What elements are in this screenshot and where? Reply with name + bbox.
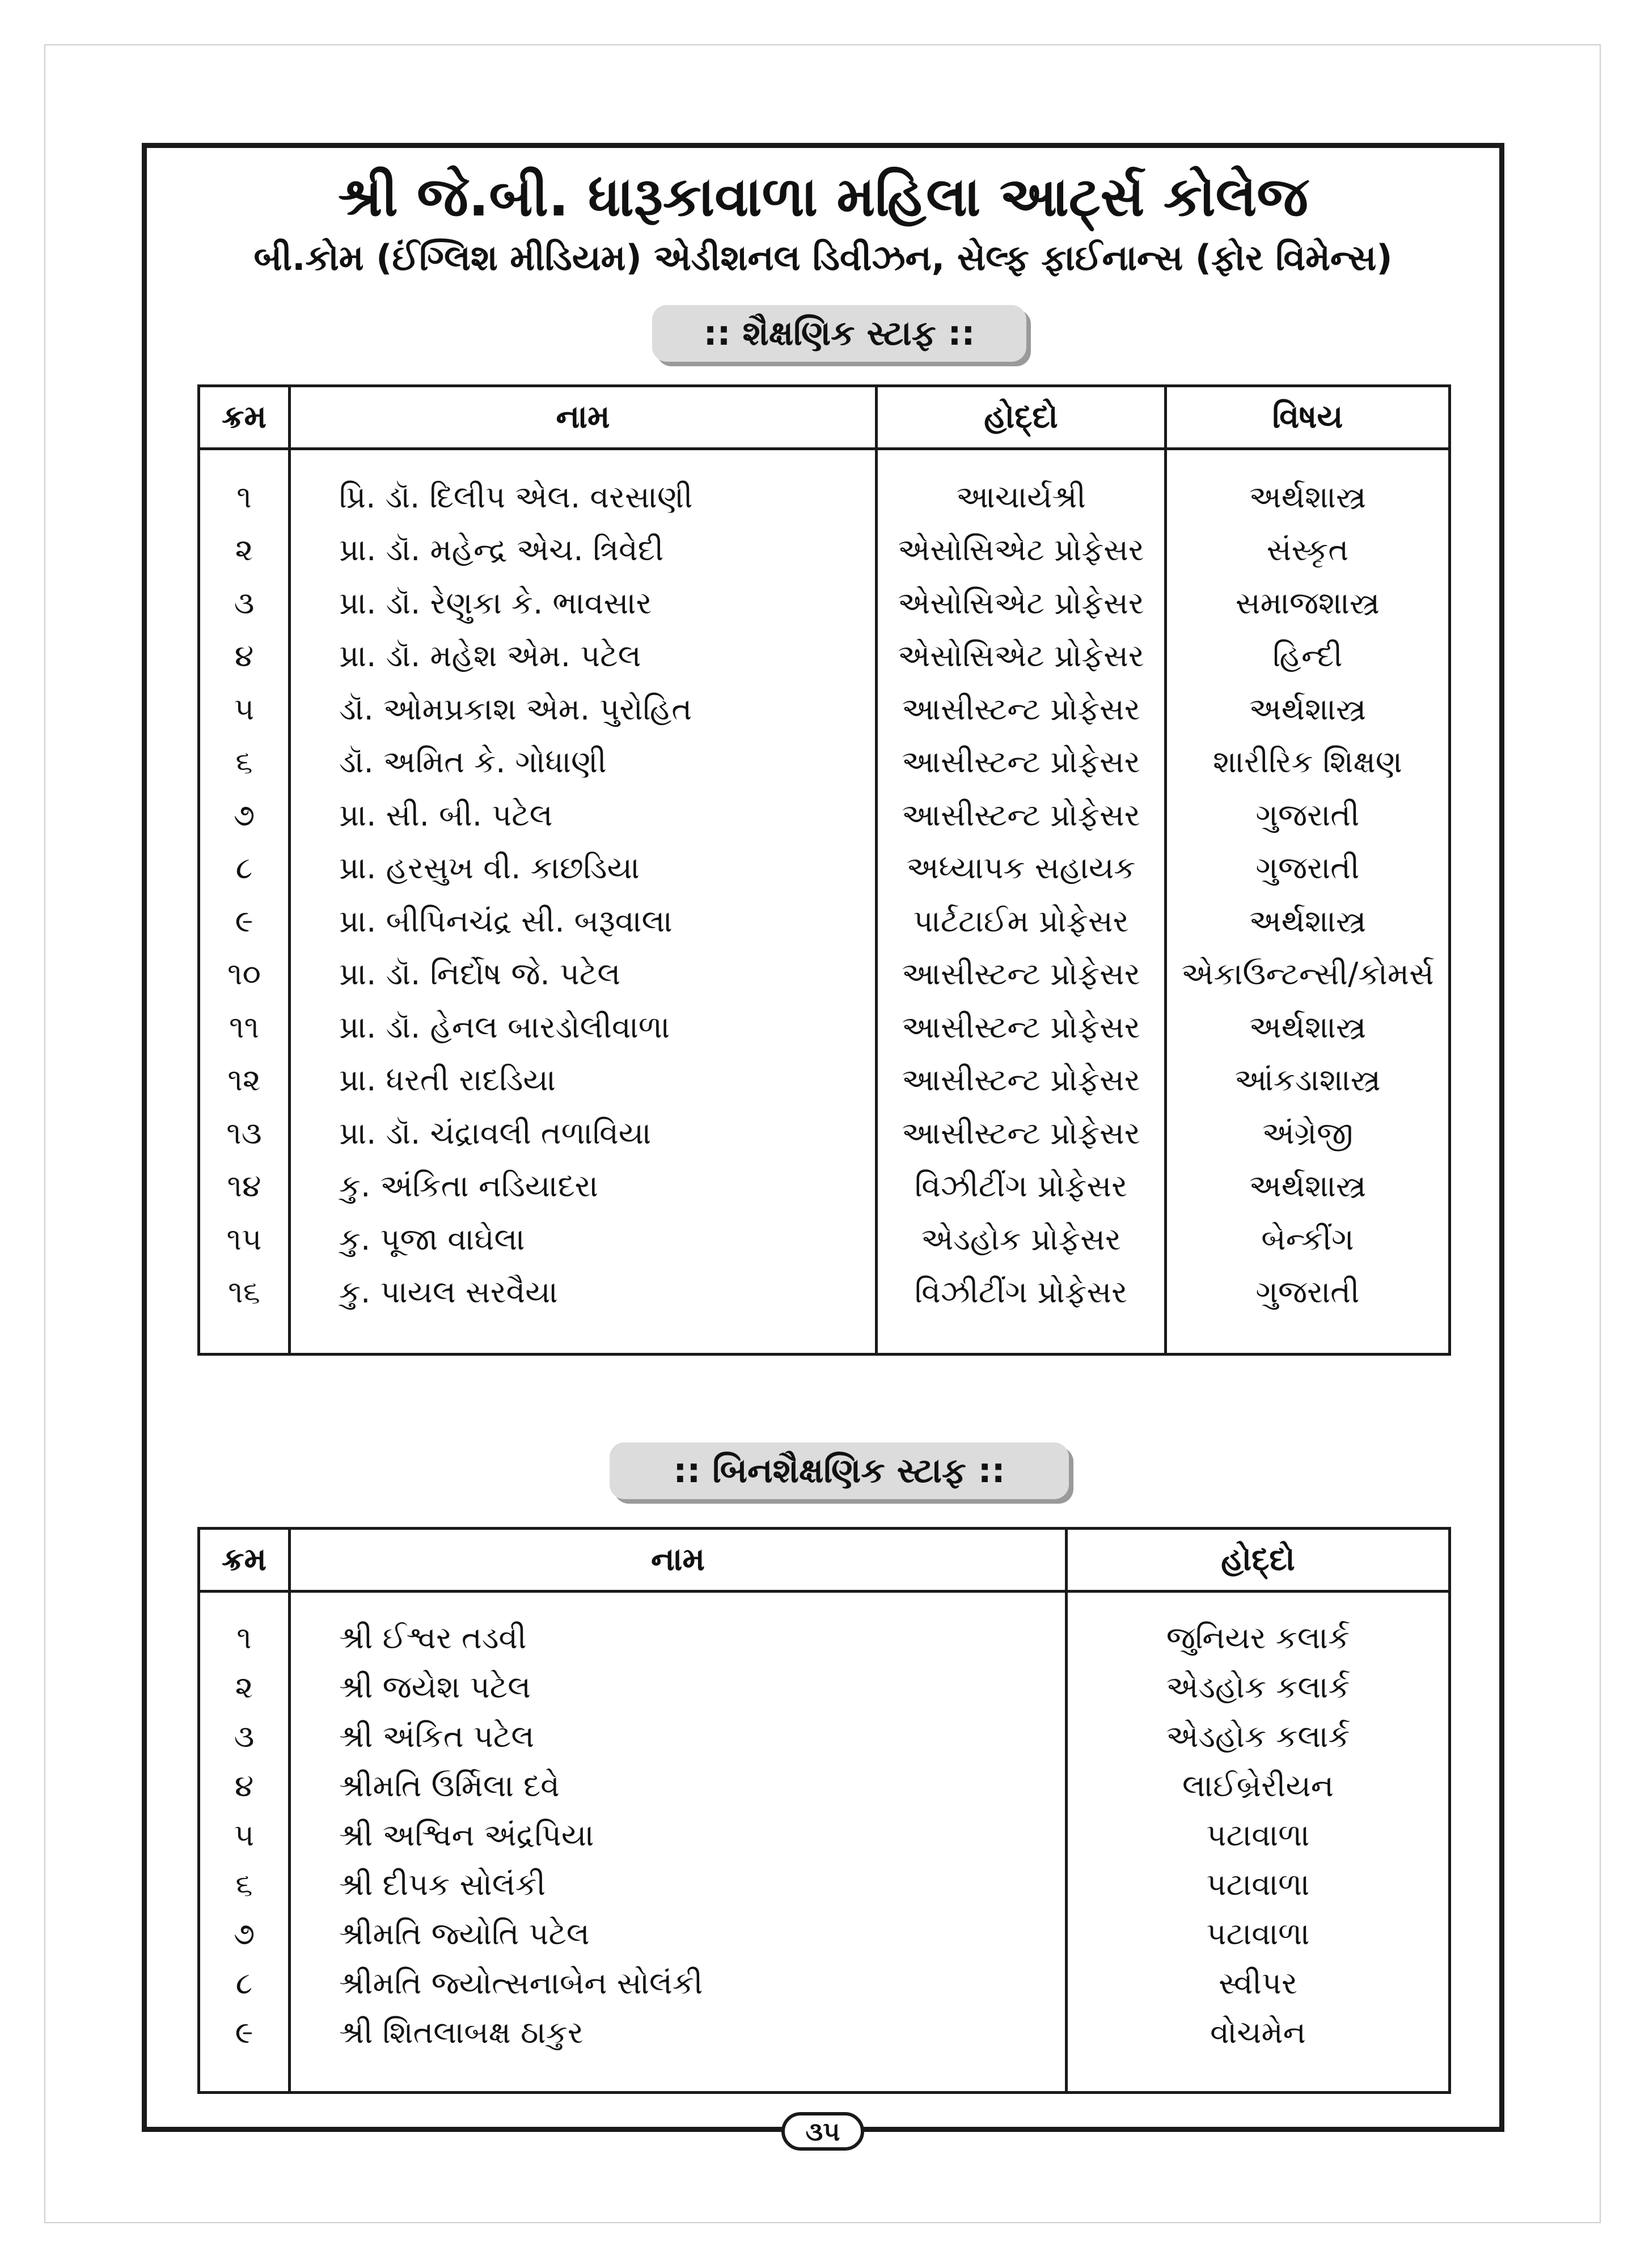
cell-post: આસીસ્ટન્ટ પ્રોફેસર (877, 1001, 1166, 1054)
cell-name: પ્રા. ડૉ. હેનલ બારડોલીવાળા (290, 1001, 877, 1054)
table-row (199, 1160, 1450, 1213)
cell-name: પ્રા. ડૉ. મહેન્દ્ર એચ. ત્રિવેદી (290, 524, 877, 577)
cell-name: શ્રી શિતલાબક્ષ ઠાકુર (290, 2008, 1067, 2057)
cell-subject: બેન્કીંગ (1166, 1213, 1450, 1266)
cell-number: ૩ (199, 577, 290, 630)
cell-name: પ્રા. હરસુખ વી. કાછડિયા (290, 842, 877, 895)
cell-name: શ્રી અશ્વિન અંદ્રપિયા (290, 1810, 1067, 1860)
table-row (199, 1909, 1450, 1958)
cell-name: કુ. પાયલ સરવૈયા (290, 1266, 877, 1319)
cell-post: લાઈબ્રેરીયન (1067, 1761, 1450, 1810)
cell-number: ૫ (199, 683, 290, 736)
table-row (199, 630, 1450, 683)
table-top-spacer (199, 1592, 1450, 1614)
cell-name: ડૉ. ઓમપ્રકાશ એમ. પુરોહિત (290, 683, 877, 736)
cell-name: ડૉ. અમિત કે. ગોધાણી (290, 736, 877, 789)
table-row (199, 895, 1450, 948)
column-header-number: ક્રમ (199, 1529, 290, 1592)
cell-number: ૧૬ (199, 1266, 290, 1319)
page-number: ૩૫ (781, 2112, 864, 2151)
cell-post: આસીસ્ટન્ટ પ્રોફેસર (877, 683, 1166, 736)
table-row (199, 524, 1450, 577)
cell-subject: અર્થશાસ્ત્ર (1166, 895, 1450, 948)
cell-post: એડહોક કલાર્ક (1067, 1712, 1450, 1761)
spacer-cell (290, 1592, 1067, 1614)
table-row (199, 1054, 1450, 1107)
cell-post: સ્વીપર (1067, 1958, 1450, 2008)
cell-number: ૧૫ (199, 1213, 290, 1266)
table-row (199, 948, 1450, 1001)
cell-post: એસોસિએટ પ્રોફેસર (877, 524, 1166, 577)
cell-post: એડહોક કલાર્ક (1067, 1662, 1450, 1712)
cell-number: ૧ (199, 1613, 290, 1662)
cell-name: પ્રિ. ડૉ. દિલીપ એલ. વરસાણી (290, 471, 877, 524)
cell-number: ૪ (199, 1761, 290, 1810)
cell-name: શ્રી દીપક સોલંકી (290, 1860, 1067, 1909)
spacer-cell (199, 1592, 290, 1614)
spacer-cell (199, 2057, 290, 2093)
cell-number: ૯ (199, 895, 290, 948)
cell-name: પ્રા. ડૉ. મહેશ એમ. પટેલ (290, 630, 877, 683)
cell-post: વોચમેન (1067, 2008, 1450, 2057)
teaching-staff-rows (199, 449, 1450, 1355)
cell-number: ૬ (199, 1860, 290, 1909)
cell-number: ૧૩ (199, 1107, 290, 1160)
cell-post: વિઝીટીંગ પ્રોફેસર (877, 1160, 1166, 1213)
cell-name: પ્રા. ધરતી રાદડિયા (290, 1054, 877, 1107)
cell-number: ૪ (199, 630, 290, 683)
cell-name: શ્રી જયેશ પટેલ (290, 1662, 1067, 1712)
teaching-staff-heading: :: શૈક્ષણિક સ્ટાફ :: (652, 305, 1026, 362)
column-header-post: હોદ્દો (877, 386, 1166, 449)
cell-subject: અર્થશાસ્ત્ર (1166, 1160, 1450, 1213)
non-teaching-staff-heading: :: બિનશૈક્ષણિક સ્ટાફ :: (610, 1442, 1069, 1499)
table-row (199, 471, 1450, 524)
cell-name: શ્રીમતિ જ્યોતિ પટેલ (290, 1909, 1067, 1958)
cell-name: શ્રીમતિ ઉર્મિલા દવે (290, 1761, 1067, 1810)
cell-number: ૭ (199, 789, 290, 842)
cell-number: ૩ (199, 1712, 290, 1761)
cell-name: કુ. પૂજા વાઘેલા (290, 1213, 877, 1266)
cell-number: ૧૧ (199, 1001, 290, 1054)
column-header-number: ક્રમ (199, 386, 290, 449)
table-header-row (199, 386, 1450, 449)
cell-post: પટાવાળા (1067, 1810, 1450, 1860)
cell-name: શ્રીમતિ જ્યોત્સનાબેન સોલંકી (290, 1958, 1067, 2008)
spacer-cell (1067, 2057, 1450, 2093)
column-header-name: નામ (290, 1529, 1067, 1592)
spacer-cell (877, 1319, 1166, 1355)
cell-post: એડહોક પ્રોફેસર (877, 1213, 1166, 1266)
table-row (199, 1958, 1450, 2008)
cell-post: પટાવાળા (1067, 1909, 1450, 1958)
cell-post: એસોસિએટ પ્રોફેસર (877, 577, 1166, 630)
cell-name: કુ. અંકિતા નડિયાદરા (290, 1160, 877, 1213)
cell-number: ૮ (199, 842, 290, 895)
non-teaching-staff-rows (199, 1592, 1450, 2093)
cell-number: ૨ (199, 524, 290, 577)
cell-subject: અર્થશાસ્ત્ર (1166, 1001, 1450, 1054)
column-header-post: હોદ્દો (1067, 1529, 1450, 1592)
cell-post: આસીસ્ટન્ટ પ્રોફેસર (877, 789, 1166, 842)
cell-number: ૯ (199, 2008, 290, 2057)
cell-number: ૧૨ (199, 1054, 290, 1107)
table-row (199, 789, 1450, 842)
table-row (199, 842, 1450, 895)
cell-number: ૨ (199, 1662, 290, 1712)
cell-name: પ્રા. સી. બી. પટેલ (290, 789, 877, 842)
cell-number: ૭ (199, 1909, 290, 1958)
cell-subject: ગુજરાતી (1166, 842, 1450, 895)
cell-subject: અંગ્રેજી (1166, 1107, 1450, 1160)
cell-post: આસીસ્ટન્ટ પ્રોફેસર (877, 948, 1166, 1001)
college-title: શ્રી જે.બી. ધારૂકાવાળા મહિલા આર્ટ્સ કોલેજ (337, 165, 1309, 229)
cell-subject: એકાઉન્ટન્સી/કોમર્સ (1166, 948, 1450, 1001)
table-row (199, 1213, 1450, 1266)
table-row (199, 2008, 1450, 2057)
cell-subject: આંકડાશાસ્ત્ર (1166, 1054, 1450, 1107)
column-header-subject: વિષય (1166, 386, 1450, 449)
cell-subject: શારીરિક શિક્ષણ (1166, 736, 1450, 789)
cell-post: અધ્યાપક સહાયક (877, 842, 1166, 895)
cell-name: પ્રા. બીપિનચંદ્ર સી. બરૂવાલા (290, 895, 877, 948)
table-row (199, 1613, 1450, 1662)
cell-post: એસોસિએટ પ્રોફેસર (877, 630, 1166, 683)
table-row (199, 1107, 1450, 1160)
spacer-cell (1067, 1592, 1450, 1614)
table-bottom-spacer (199, 2057, 1450, 2093)
cell-post: આચાર્યશ્રી (877, 471, 1166, 524)
cell-number: ૬ (199, 736, 290, 789)
table-row (199, 736, 1450, 789)
cell-name: પ્રા. ડૉ. રેણુકા કે. ભાવસાર (290, 577, 877, 630)
cell-subject: હિન્દી (1166, 630, 1450, 683)
cell-number: ૮ (199, 1958, 290, 2008)
table-row (199, 577, 1450, 630)
cell-number: ૧ (199, 471, 290, 524)
spacer-cell (1166, 1319, 1450, 1355)
table-row (199, 1662, 1450, 1712)
cell-subject: અર્થશાસ્ત્ર (1166, 683, 1450, 736)
cell-name: પ્રા. ડૉ. નિર્દોષ જે. પટેલ (290, 948, 877, 1001)
cell-name: શ્રી અંકિત પટેલ (290, 1712, 1067, 1761)
cell-subject: અર્થશાસ્ત્ર (1166, 471, 1450, 524)
cell-number: ૧૪ (199, 1160, 290, 1213)
spacer-cell (290, 2057, 1067, 2093)
table-row (199, 1001, 1450, 1054)
cell-post: પટાવાળા (1067, 1860, 1450, 1909)
spacer-cell (290, 449, 877, 471)
cell-post: આસીસ્ટન્ટ પ્રોફેસર (877, 1107, 1166, 1160)
cell-number: ૫ (199, 1810, 290, 1860)
cell-subject: ગુજરાતી (1166, 1266, 1450, 1319)
cell-post: આસીસ્ટન્ટ પ્રોફેસર (877, 736, 1166, 789)
spacer-cell (877, 449, 1166, 471)
cell-post: જુનિયર કલાર્ક (1067, 1613, 1450, 1662)
spacer-cell (290, 1319, 877, 1355)
table-row (199, 1860, 1450, 1909)
cell-subject: ગુજરાતી (1166, 789, 1450, 842)
spacer-cell (1166, 449, 1450, 471)
cell-post: વિઝીટીંગ પ્રોફેસર (877, 1266, 1166, 1319)
spacer-cell (199, 1319, 290, 1355)
non-teaching-staff-table (197, 1527, 1451, 2094)
college-subtitle: બી.કોમ (ઈંગ્લિશ મીડિયમ) એડીશનલ ડિવીઝન, સેલ્ફ ફાઈનાન્સ (ફોર વિમેન્સ) (253, 237, 1393, 278)
cell-number: ૧૦ (199, 948, 290, 1001)
cell-subject: સંસ્કૃત (1166, 524, 1450, 577)
teaching-staff-table (197, 384, 1451, 1356)
table-row (199, 683, 1450, 736)
table-bottom-spacer (199, 1319, 1450, 1355)
spacer-cell (199, 449, 290, 471)
table-row (199, 1810, 1450, 1860)
cell-post: આસીસ્ટન્ટ પ્રોફેસર (877, 1054, 1166, 1107)
table-row (199, 1712, 1450, 1761)
table-row (199, 1266, 1450, 1319)
table-top-spacer (199, 449, 1450, 471)
table-row (199, 1761, 1450, 1810)
table-header-row (199, 1529, 1450, 1592)
cell-subject: સમાજશાસ્ત્ર (1166, 577, 1450, 630)
cell-post: પાર્ટટાઈમ પ્રોફેસર (877, 895, 1166, 948)
cell-name: શ્રી ઈશ્વર તડવી (290, 1613, 1067, 1662)
column-header-name: નામ (290, 386, 877, 449)
cell-name: પ્રા. ડૉ. ચંદ્રાવલી તળાવિયા (290, 1107, 877, 1160)
